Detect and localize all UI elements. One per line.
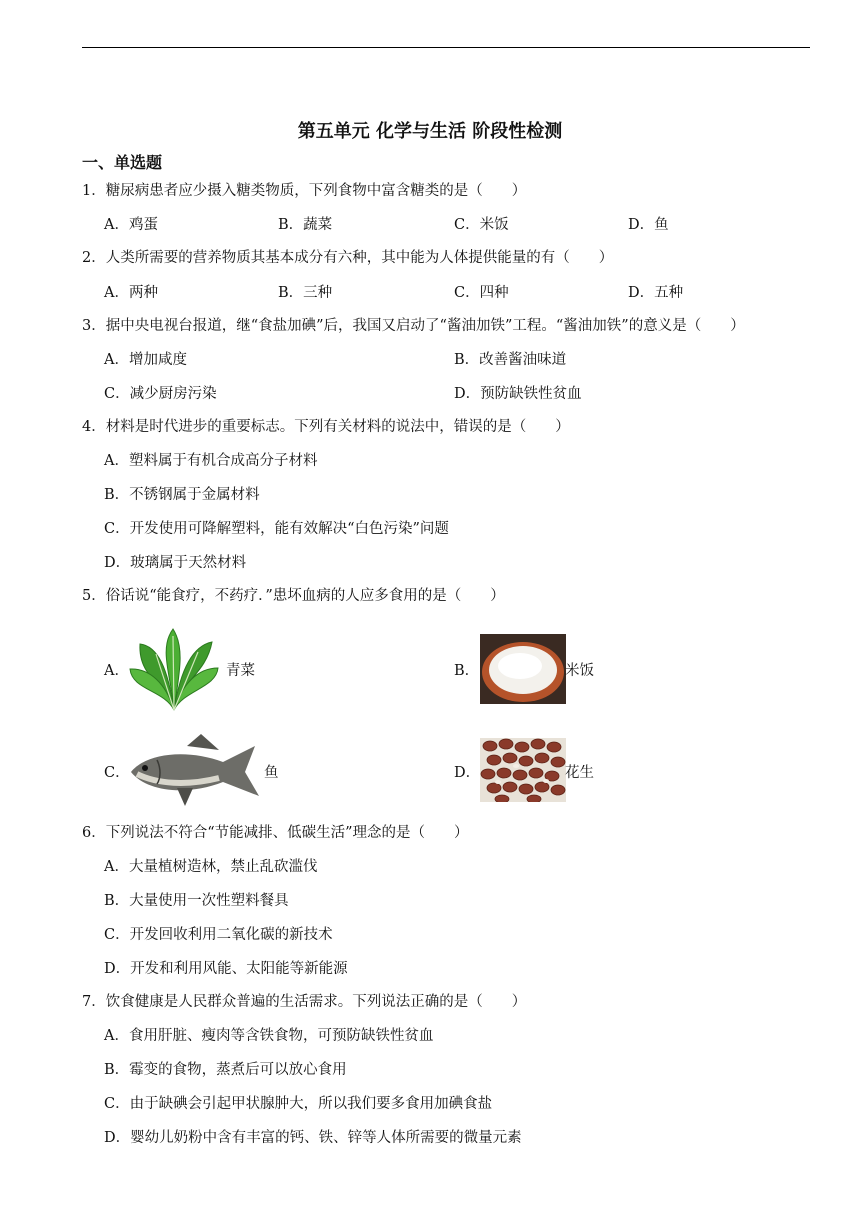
question-2-option-c[interactable]: C．四种 xyxy=(454,285,509,301)
question-3-option-a[interactable]: A．增加咸度 xyxy=(104,352,187,368)
question-6-option-c[interactable]: C．开发回收利用二氧化碳的新技术 xyxy=(104,927,333,943)
question-4-stem: 4．材料是时代进步的重要标志。下列有关材料的说法中，错误的是（ ） xyxy=(82,419,570,435)
section-heading: 一、单选题 xyxy=(82,153,163,172)
question-3-option-b[interactable]: B．改善酱油味道 xyxy=(454,352,567,368)
question-3-option-d[interactable]: D．预防缺铁性贫血 xyxy=(454,386,582,402)
question-1-option-d[interactable]: D．鱼 xyxy=(628,217,669,233)
question-7-option-a[interactable]: A．食用肝脏、瘦肉等含铁食物，可预防缺铁性贫血 xyxy=(104,1028,434,1044)
question-4-option-a[interactable]: A．塑料属于有机合成高分子材料 xyxy=(104,453,318,469)
header-rule xyxy=(82,47,810,48)
question-4-option-d[interactable]: D．玻璃属于天然材料 xyxy=(104,555,247,571)
question-1-option-b[interactable]: B．蔬菜 xyxy=(278,217,333,233)
question-7-stem: 7．饮食健康是人民群众普遍的生活需求。下列说法正确的是（ ） xyxy=(82,994,527,1010)
question-2-option-b[interactable]: B．三种 xyxy=(278,285,333,301)
question-1-option-a[interactable]: A．鸡蛋 xyxy=(104,217,158,233)
question-2-option-a[interactable]: A．两种 xyxy=(104,285,158,301)
question-5-option-c-label[interactable]: 鱼 xyxy=(264,765,279,781)
peanuts-image xyxy=(480,738,566,802)
question-5-option-c-letter[interactable]: C． xyxy=(104,765,130,781)
question-5-option-a-label[interactable]: 青菜 xyxy=(226,663,255,679)
question-7-option-b[interactable]: B．霉变的食物，蒸煮后可以放心食用 xyxy=(104,1062,347,1078)
vegetable-image xyxy=(128,624,220,712)
question-5-option-b-label[interactable]: 米饭 xyxy=(565,663,594,679)
question-7-option-d[interactable]: D．婴幼儿奶粉中含有丰富的钙、铁、锌等人体所需要的微量元素 xyxy=(104,1130,522,1146)
question-5-stem: 5．俗话说“能食疗，不药疗．”患坏血病的人应多食用的是（ ） xyxy=(82,588,505,604)
question-5-option-d-letter[interactable]: D． xyxy=(454,765,481,781)
question-6-stem: 6．下列说法不符合“节能减排、低碳生活”理念的是（ ） xyxy=(82,825,469,841)
question-6-option-b[interactable]: B．大量使用一次性塑料餐具 xyxy=(104,893,289,909)
question-3-stem: 3．据中央电视台报道，继“食盐加碘”后，我国又启动了“酱油加铁”工程。“酱油加铁”的意义是（ ） xyxy=(82,318,745,334)
page-title: 第五单元 化学与生活 阶段性检测 xyxy=(297,121,563,142)
question-4-option-b[interactable]: B．不锈钢属于金属材料 xyxy=(104,487,260,503)
question-5-option-a-letter[interactable]: A． xyxy=(104,663,129,679)
question-4-option-c[interactable]: C．开发使用可降解塑料，能有效解决“白色污染”问题 xyxy=(104,521,449,537)
question-2-stem: 2．人类所需要的营养物质其基本成分有六种，其中能为人体提供能量的有（ ） xyxy=(82,250,614,266)
question-5-option-b-letter[interactable]: B． xyxy=(454,663,480,679)
question-1-option-c[interactable]: C．米饭 xyxy=(454,217,509,233)
question-5-option-d-label[interactable]: 花生 xyxy=(565,765,594,781)
fish-image xyxy=(127,732,263,808)
question-2-option-d[interactable]: D．五种 xyxy=(628,285,684,301)
rice-bowl-image xyxy=(480,634,566,704)
question-6-option-a[interactable]: A．大量植树造林，禁止乱砍滥伐 xyxy=(104,859,318,875)
question-3-option-c[interactable]: C．减少厨房污染 xyxy=(104,386,217,402)
question-6-option-d[interactable]: D．开发和利用风能、太阳能等新能源 xyxy=(104,961,348,977)
question-7-option-c[interactable]: C．由于缺碘会引起甲状腺肿大，所以我们要多食用加碘食盐 xyxy=(104,1096,493,1112)
question-1-stem: 1．糖尿病患者应少摄入糖类物质，下列食物中富含糖类的是（ ） xyxy=(82,183,527,199)
